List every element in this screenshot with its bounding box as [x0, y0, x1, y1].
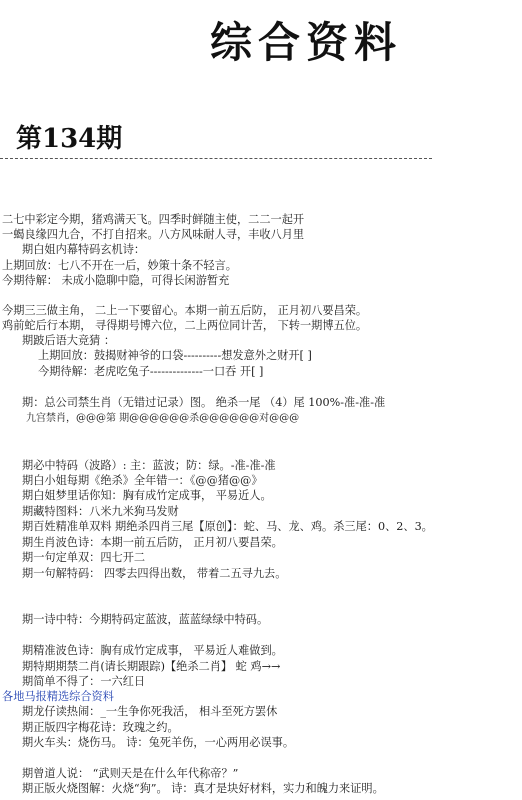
precise-wave-poem-line: 期精准波色诗：胸有成竹定成事， 平易近人难做到。	[22, 644, 283, 657]
fire-burn-line: 期正版火烧图解：火烧“狗”。 诗：真才是块好材料，实力和魄力来证明。	[22, 782, 384, 795]
single-double-line: 期一句定单双：四七开二	[22, 551, 146, 564]
last-issue-review: 上期回放：七八不开在一后，妙策十条不轻言。	[2, 259, 237, 272]
poem-line-1: 二七中彩定今期，猪鸡满天飞。四季时鲜随主使，二二一起开	[2, 213, 305, 226]
poem-line-2: 一蝎良缘四九合，不打自招来。八方风味耐人寻，丰收八月里	[2, 228, 305, 241]
dashed-divider	[0, 158, 432, 159]
dream-talk-line: 期白姐梦里话你知：胸有成竹定成事， 平易近人。	[22, 489, 272, 502]
zodiac-wave-poem-line: 期生肖波色诗：本期一前五后防， 正月初八要昌荣。	[22, 536, 283, 549]
special-code-line: 期一句解特码： 四零去四得出数， 带着二五寻九去。	[22, 567, 287, 580]
section-heading-riddle: 期跛后语大竞猜 ：	[22, 334, 116, 347]
dragon-boy-line: 期龙仔读热闹：_一生争你死我活， 相斗至死方罢休	[22, 705, 278, 718]
riddle-this-issue: 今期待解：老虎吃兔子--------------一口吞 开[ ]	[38, 365, 264, 378]
hidden-code-line: 期藏特图料：八米九米狗马发财	[22, 505, 179, 518]
this-issue-answer: 今期待解： 未成小隐聊中隐，可得长闲游暂充	[2, 274, 230, 287]
wave-color-line: 期必中特码（波路）: 主：蓝波；防：绿。-准-准-准	[22, 459, 276, 472]
riddle-last-issue: 上期回放：鼓揭财神爷的口袋----------想发意外之财开[ ]	[38, 349, 312, 362]
hint-line-1: 今期三三做主角， 二上一下要留心。本期一前五后防， 正月初八要昌荣。	[2, 304, 368, 317]
section-heading-mystery-poem: 期白姐内幕特码玄机诗：	[22, 243, 146, 256]
train-head-line: 期火车头：烧伤马。 诗：兔死羊伤，一心两用必误事。	[22, 736, 295, 749]
section-heading-horse-reports: 各地马报精选综合资料	[2, 690, 114, 703]
nine-palace-line: 九宫禁肖，@@@第 期@@@@@@杀@@@@@@对@@@	[26, 413, 300, 424]
taoist-said-line: 期曾道人说： “武则天是在什么年代称帝？”	[22, 767, 239, 780]
absolute-kill-line: 期白小姐每期《绝杀》全年错一：《@@猪@@》	[22, 474, 263, 487]
hint-line-2: 鸡前蛇后行本期， 寻得期号博六位，二上两位同计苦， 下转一期博五位。	[2, 319, 368, 332]
banned-zodiac-line: 期：总公司禁生肖（无错过记录）图。 绝杀一尾 （4）尾 100%-准-准-准	[22, 396, 386, 409]
banned-two-zodiac-line: 期特期期禁二肖(请长期跟踪)【绝杀二肖】 蛇 鸡→→	[22, 660, 281, 673]
document-title: 综合资料	[210, 18, 403, 67]
odd-even-kill-line: 期百姓精准单双料 期绝杀四肖三尾【原创】：蛇、马、龙、鸡。杀三尾：0、2、3。	[22, 520, 433, 533]
issue-number: 第134期	[16, 124, 123, 154]
plum-blossom-line: 期正版四字梅花诗：玫瑰之约。	[22, 721, 179, 734]
poem-special-code-line: 期一诗中特：今期特码定蓝波，蓝蓝绿绿中特码。	[22, 613, 269, 626]
simple-line: 期简单不得了：一六红日	[22, 675, 146, 688]
